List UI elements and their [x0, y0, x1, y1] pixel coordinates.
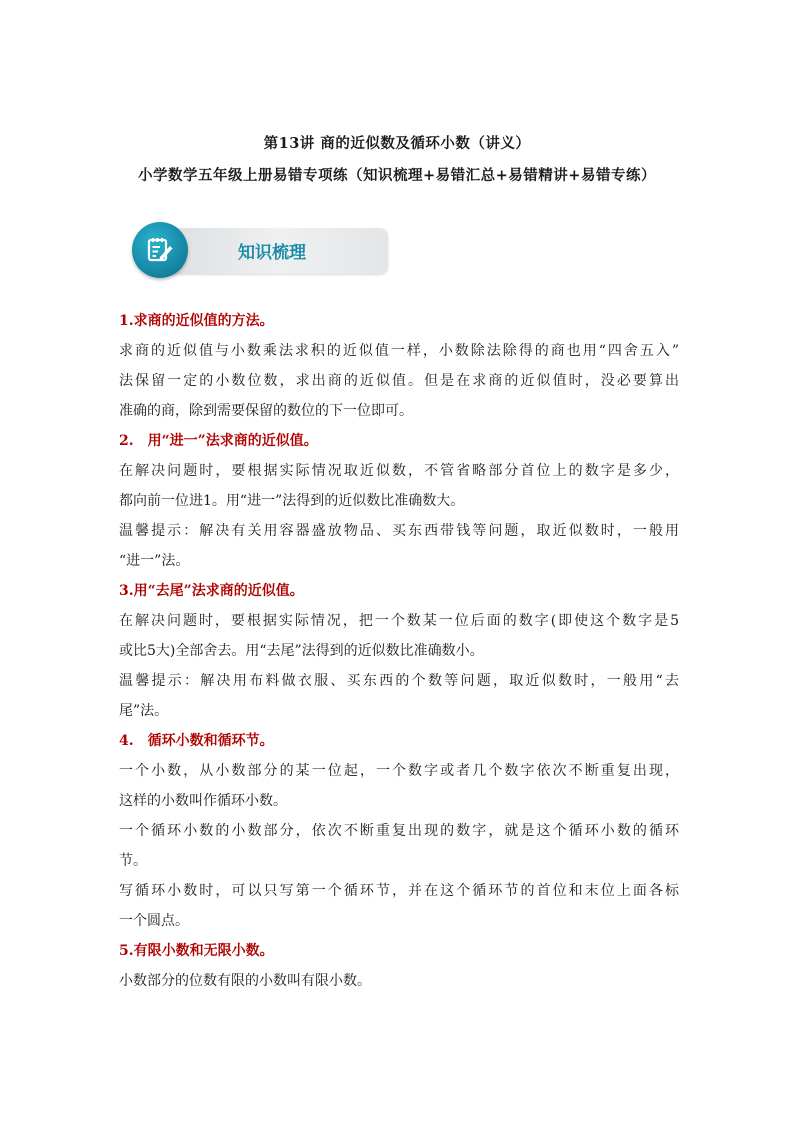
text-line: 一个小数，从小数部分的某一位起，一个数字或者几个数字依次不断重复出现，: [119, 763, 679, 779]
text-line: “进一”法。: [119, 553, 190, 569]
text-line: 准确的商，除到需要保留的数位的下一位即可。: [119, 403, 413, 419]
text-line: 小数部分的位数有限的小数叫有限小数。: [119, 973, 371, 989]
text-line: 求商的近似值与小数乘法求积的近似值一样，小数除法除得的商也用“四舍五入”: [119, 343, 679, 359]
section-heading: 5.有限小数和无限小数。: [119, 943, 274, 959]
text-line: 温馨提示：解决用布料做衣服、买东西的个数等问题，取近似数时，一般用“去: [119, 673, 679, 689]
section-heading: 2. 用“进一”法求商的近似值。: [119, 433, 318, 449]
text-line: 这样的小数叫作循环小数。: [119, 793, 287, 809]
page-title: 第13讲 商的近似数及循环小数（讲义）: [263, 135, 531, 152]
text-line: 在解决问题时，要根据实际情况取近似数，不管省略部分首位上的数字是多少，: [119, 463, 679, 479]
text-line: 节。: [119, 853, 147, 869]
text-line: 都向前一位进1。用“进一”法得到的近似数比准确数大。: [119, 493, 465, 509]
text-line: 写循环小数时，可以只写第一个循环节，并在这个循环节的首位和末位上面各标: [119, 883, 679, 899]
knowledge-content: [119, 306, 679, 996]
text-line: 尾”法。: [119, 703, 169, 719]
section-heading: 4. 循环小数和循环节。: [119, 733, 274, 749]
text-line: 一个圆点。: [119, 913, 189, 929]
notepad-pen-icon: [132, 222, 188, 278]
text-line: 温馨提示：解决有关用容器盛放物品、买东西带钱等问题，取近似数时，一般用: [119, 523, 679, 539]
section-heading: 1.求商的近似值的方法。: [119, 313, 274, 329]
text-line: 在解决问题时，要根据实际情况，把一个数某一位后面的数字(即使这个数字是5: [119, 613, 679, 629]
text-line: 一个循环小数的小数部分，依次不断重复出现的数字，就是这个循环小数的循环: [119, 823, 679, 839]
section-banner: [132, 226, 388, 276]
page-subtitle: 小学数学五年级上册易错专项练（知识梳理+易错汇总+易错精讲+易错专练）: [138, 167, 656, 184]
banner-label: 知识梳理: [238, 243, 306, 263]
text-line: 或比5大)全部舍去。用“去尾”法得到的近似数比准确数小。: [119, 643, 484, 659]
text-line: 法保留一定的小数位数，求出商的近似值。但是在求商的近似值时，没必要算出: [119, 373, 679, 389]
section-heading: 3.用“去尾”法求商的近似值。: [119, 583, 304, 599]
